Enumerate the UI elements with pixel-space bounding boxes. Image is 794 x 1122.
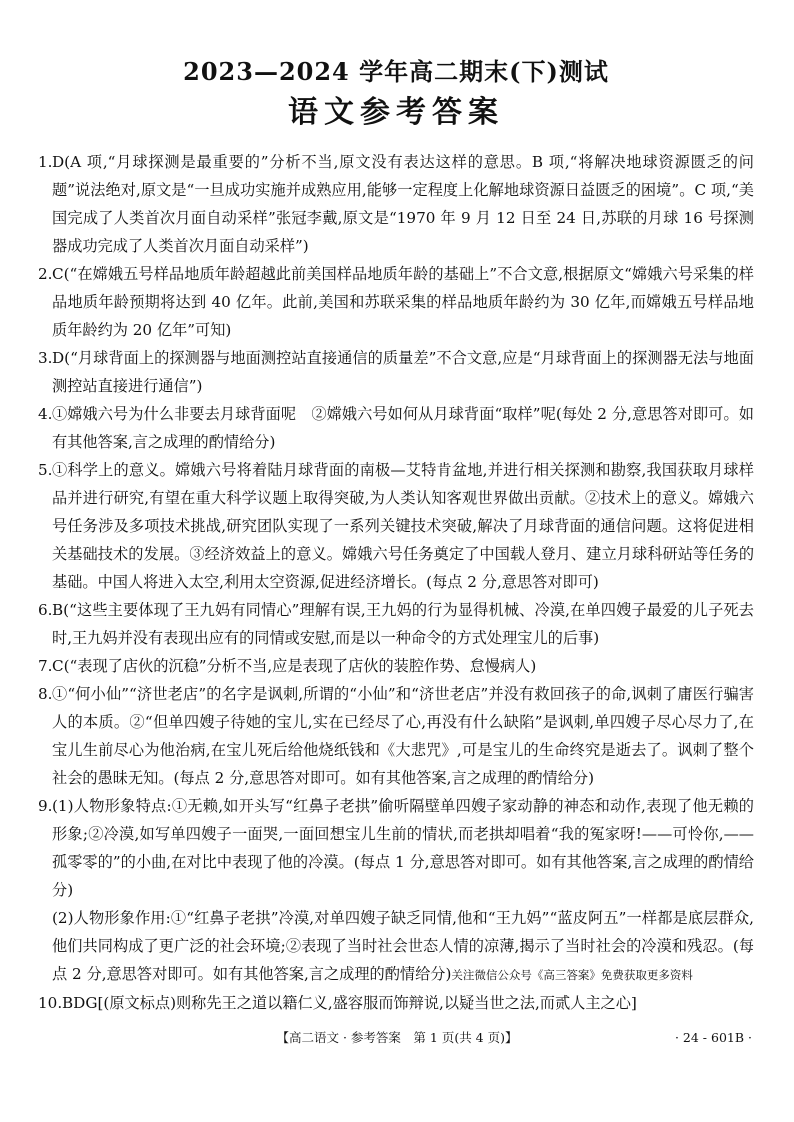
- answer-text: D(A 项,“月球探测是最重要的”分析不当,原文没有表达这样的意思。B 项,“将解决地球资源匮乏的问题”说法绝对,原文是“一旦成功实施并成熟应用,能够一定程度上化解地球资源日益匮乏的困境”。C 项,“美国完成了人类首次月面自动采样”张冠李戴,原文是“1970 年 9 月 12 日至 24 日,苏联的月球 16 号探测器成功完成了人类首次月面自动采样”): [52, 153, 754, 255]
- page-info: 【高二语文 · 参考答案 第 1 页(共 4 页)】: [276, 1030, 518, 1045]
- answer-list: [38, 148, 754, 1017]
- answer-number: 2.: [38, 265, 53, 283]
- answer-item-6: [38, 596, 754, 652]
- answer-item-3: [38, 344, 754, 400]
- answer-item-1: [38, 148, 754, 260]
- answer-number: 1.: [38, 153, 53, 171]
- answer-number: 6.: [38, 601, 53, 619]
- answer-text: [52, 792, 754, 904]
- answer-text: C(“在嫦娥五号样品地质年龄超越此前美国样品地质年龄的基础上”不合文意,根据原文“嫦娥六号采集的样品地质年龄预期将达到 40 亿年。此前,美国和苏联采集的样品地质年龄约为 30 亿年,而嫦娥五号样品地质年龄约为 20 亿年”可知): [52, 265, 754, 339]
- paper-code: · 24 - 601B ·: [674, 1030, 752, 1045]
- answer-9-part-2: (2)人物形象作用:①“红鼻子老拱”冷漠,对单四嫂子缺乏同情,他和“王九妈”“蓝皮阿五”一样都是底层群众,他们共同构成了更广泛的社会环境;②表现了当时社会世态人情的凉薄,揭示了当时社会的冷漠和残忍。(每点 2 分,意思答对即可。如有其他答案,言之成理的酌情给分): [52, 909, 754, 983]
- promo-note: 关注微信公众号《高三答案》免费获取更多资料: [451, 968, 693, 982]
- answer-text: [52, 904, 754, 989]
- answer-text: ①嫦娥六号为什么非要去月球背面呢 ②嫦娥六号如何从月球背面“取样”呢(每处 2 分,意思答对即可。如有其他答案,言之成理的酌情给分): [52, 405, 754, 451]
- answer-number: 3.: [38, 349, 53, 367]
- answer-number: 8.: [38, 685, 53, 703]
- answer-text: C(“表现了店伙的沉稳”分析不当,应是表现了店伙的装腔作势、怠慢病人): [52, 657, 537, 675]
- answer-item-9: [38, 792, 754, 904]
- answer-text: ①“何小仙”“济世老店”的名字是讽刺,所谓的“小仙”和“济世老店”并没有救回孩子的命,讽刺了庸医行骗害人的本质。②“但单四嫂子待她的宝儿,实在已经尽了心,再没有什么缺陷”是讽刺,单四嫂子尽心尽力了,在宝儿生前尽心为他治病,在宝儿死后给他烧纸钱和《大悲咒》,可是宝儿的生命终究是逝去了。讽刺了整个社会的愚昧无知。(每点 2 分,意思答对即可。如有其他答案,言之成理的酌情给分): [52, 685, 754, 787]
- answer-text: B(“这些主要体现了王九妈有同情心”理解有误,王九妈的行为显得机械、冷漠,在单四嫂子最爱的儿子死去时,王九妈并没有表现出应有的同情或安慰,而是以一种命令的方式处理宝儿的后事): [52, 601, 754, 647]
- answer-number: 9.: [38, 797, 53, 815]
- answer-text: BDG[(原文标点)则称先王之道以籍仁义,盛容服而饰辩说,以疑当世之法,而贰人主之心]: [62, 994, 637, 1012]
- answer-item-5: [38, 456, 754, 596]
- answer-text: D(“月球背面上的探测器与地面测控站直接通信的质量差”不合文意,应是“月球背面上的探测器无法与地面测控站直接进行通信”): [52, 349, 754, 395]
- exam-title: 2023—2024 学年高二期末(下)测试: [183, 57, 609, 86]
- answer-key-title: 语文参考答案: [288, 95, 504, 130]
- answer-item-7: [38, 652, 754, 680]
- answer-number: 10.: [38, 994, 63, 1012]
- answer-number: 4.: [38, 405, 53, 423]
- answer-item-8: [38, 680, 754, 792]
- answer-number: 7.: [38, 657, 53, 675]
- page-footer: [0, 1024, 794, 1052]
- answer-9-part-1: (1)人物形象特点:①无赖,如开头写“红鼻子老拱”偷听隔壁单四嫂子家动静的神态和动作,表现了他无赖的形象;②冷漠,如写单四嫂子一面哭,一面回想宝儿生前的情状,而老拱却唱着“我的冤家呀!——可怜你,——孤零零的”的小曲,在对比中表现了他的冷漠。(每点 1 分,意思答对即可。如有其他答案,言之成理的酌情给分): [52, 797, 754, 899]
- answer-number: 5.: [38, 461, 53, 479]
- answer-item-4: [38, 400, 754, 456]
- answer-item-2: [38, 260, 754, 344]
- answer-text: ①科学上的意义。嫦娥六号将着陆月球背面的南极—艾特肯盆地,并进行相关探测和勘察,我国获取月球样品并进行研究,有望在重大科学议题上取得突破,为人类认知客观世界做出贡献。②技术上的意义。嫦娥六号任务涉及多项技术挑战,研究团队实现了一系列关键技术突破,解决了月球背面的通信问题。这将促进相关基础技术的发展。③经济效益上的意义。嫦娥六号任务奠定了中国载人登月、建立月球科研站等任务的基础。中国人将进入太空,利用太空资源,促进经济增长。(每点 2 分,意思答对即可): [52, 461, 754, 591]
- answer-item-10: [38, 989, 754, 1017]
- answer-item-9-part-2: [38, 904, 754, 989]
